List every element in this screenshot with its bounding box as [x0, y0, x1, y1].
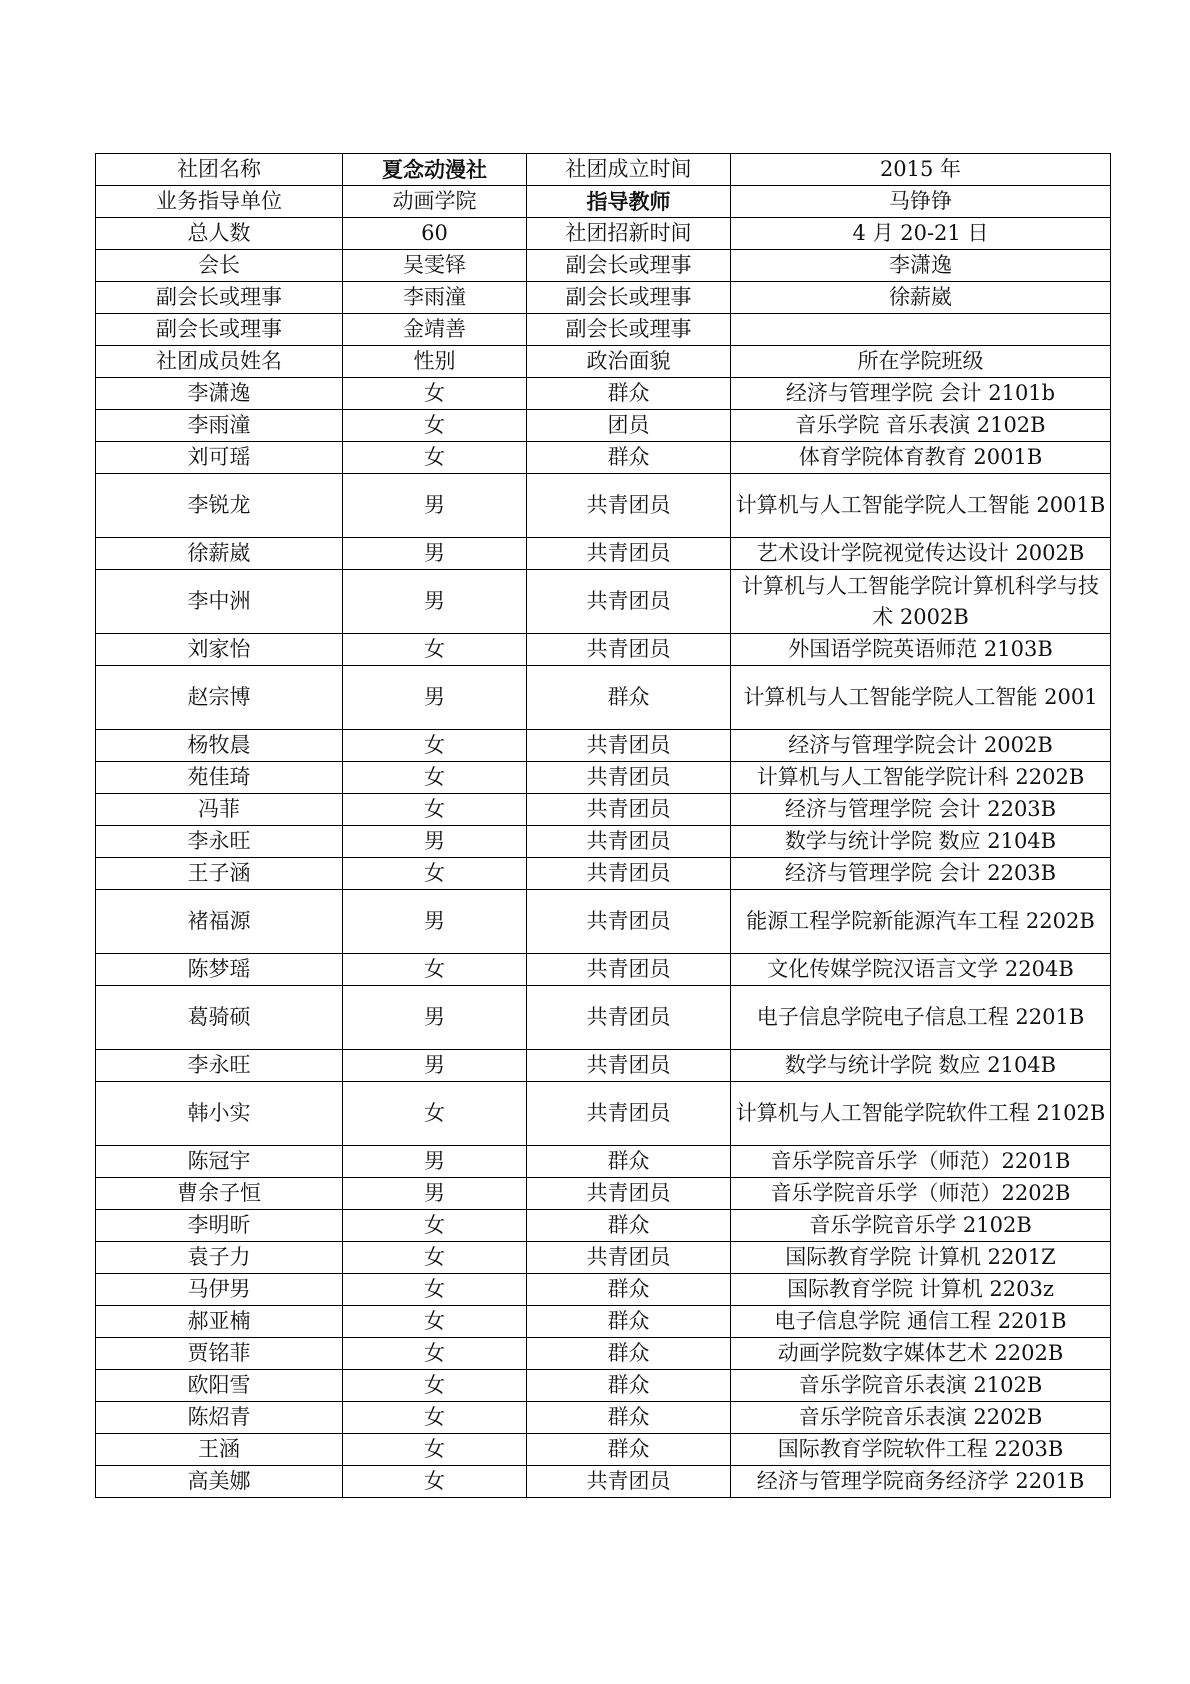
header-gender: 性别	[343, 346, 527, 378]
info-label: 社团招新时间	[527, 218, 731, 250]
member-name: 李锐龙	[96, 474, 343, 538]
member-list-section	[96, 378, 1111, 1498]
header-college-class: 所在学院班级	[731, 346, 1111, 378]
member-name: 刘可瑶	[96, 442, 343, 474]
member-political: 群众	[527, 378, 731, 410]
member-row	[96, 1210, 1111, 1242]
member-name: 杨牧晨	[96, 730, 343, 762]
member-gender: 男	[343, 538, 527, 570]
member-college-class: 外国语学院英语师范 2103B	[731, 634, 1111, 666]
member-gender: 女	[343, 378, 527, 410]
member-gender: 女	[343, 858, 527, 890]
header-political: 政治面貌	[527, 346, 731, 378]
club-info-row	[96, 154, 1111, 186]
member-name: 陈炤青	[96, 1402, 343, 1434]
member-header-section	[96, 346, 1111, 378]
member-gender: 男	[343, 986, 527, 1050]
info-value: 4 月 20-21 日	[731, 218, 1111, 250]
member-row	[96, 954, 1111, 986]
member-college-class: 动画学院数字媒体艺术 2202B	[731, 1338, 1111, 1370]
info-value: 动画学院	[343, 186, 527, 218]
member-college-class: 音乐学院音乐表演 2202B	[731, 1402, 1111, 1434]
member-college-class: 音乐学院 音乐表演 2102B	[731, 410, 1111, 442]
member-college-class: 经济与管理学院 会计 2203B	[731, 858, 1111, 890]
member-gender: 女	[343, 1306, 527, 1338]
info-value: 徐薪崴	[731, 282, 1111, 314]
member-name: 郝亚楠	[96, 1306, 343, 1338]
member-gender: 女	[343, 1082, 527, 1146]
member-political: 团员	[527, 410, 731, 442]
member-college-class: 计算机与人工智能学院人工智能 2001B	[731, 474, 1111, 538]
member-college-class: 计算机与人工智能学院计算机科学与技术 2002B	[731, 570, 1111, 634]
member-college-class: 音乐学院音乐学 2102B	[731, 1210, 1111, 1242]
club-info-section	[96, 154, 1111, 346]
info-label: 副会长或理事	[527, 250, 731, 282]
member-college-class: 电子信息学院电子信息工程 2201B	[731, 986, 1111, 1050]
member-row	[96, 410, 1111, 442]
member-political: 群众	[527, 1434, 731, 1466]
member-political: 群众	[527, 1146, 731, 1178]
club-info-row	[96, 250, 1111, 282]
member-political: 共青团员	[527, 634, 731, 666]
member-row	[96, 794, 1111, 826]
member-gender: 女	[343, 1466, 527, 1498]
member-row	[96, 1242, 1111, 1274]
member-political: 共青团员	[527, 538, 731, 570]
info-label: 副会长或理事	[527, 282, 731, 314]
member-political: 共青团员	[527, 954, 731, 986]
member-gender: 女	[343, 1274, 527, 1306]
member-name: 韩小实	[96, 1082, 343, 1146]
member-name: 褚福源	[96, 890, 343, 954]
member-row	[96, 1178, 1111, 1210]
member-row	[96, 986, 1111, 1050]
member-college-class: 计算机与人工智能学院软件工程 2102B	[731, 1082, 1111, 1146]
member-political: 群众	[527, 1210, 731, 1242]
member-name: 袁子力	[96, 1242, 343, 1274]
club-info-row	[96, 186, 1111, 218]
member-row	[96, 1402, 1111, 1434]
member-political: 共青团员	[527, 826, 731, 858]
member-political: 群众	[527, 1338, 731, 1370]
member-name: 李潇逸	[96, 378, 343, 410]
member-row	[96, 666, 1111, 730]
member-college-class: 经济与管理学院商务经济学 2201B	[731, 1466, 1111, 1498]
member-college-class: 文化传媒学院汉语言文学 2204B	[731, 954, 1111, 986]
member-college-class: 国际教育学院 计算机 2203z	[731, 1274, 1111, 1306]
member-name: 陈梦瑶	[96, 954, 343, 986]
member-name: 葛骑硕	[96, 986, 343, 1050]
info-value: 60	[343, 218, 527, 250]
member-gender: 女	[343, 410, 527, 442]
member-row	[96, 858, 1111, 890]
info-label: 总人数	[96, 218, 343, 250]
member-college-class: 电子信息学院 通信工程 2201B	[731, 1306, 1111, 1338]
member-name: 王子涵	[96, 858, 343, 890]
header-name: 社团成员姓名	[96, 346, 343, 378]
member-name: 李永旺	[96, 1050, 343, 1082]
member-row	[96, 1466, 1111, 1498]
info-value: 李雨潼	[343, 282, 527, 314]
club-info-row	[96, 218, 1111, 250]
member-gender: 女	[343, 1402, 527, 1434]
club-info-row	[96, 282, 1111, 314]
member-political: 共青团员	[527, 858, 731, 890]
info-value: 金靖善	[343, 314, 527, 346]
member-gender: 女	[343, 634, 527, 666]
member-name: 李中洲	[96, 570, 343, 634]
member-name: 徐薪崴	[96, 538, 343, 570]
member-row	[96, 1146, 1111, 1178]
member-gender: 女	[343, 442, 527, 474]
club-roster-sheet	[95, 153, 1110, 1498]
member-political: 群众	[527, 1402, 731, 1434]
info-label: 社团成立时间	[527, 154, 731, 186]
member-name: 李雨潼	[96, 410, 343, 442]
info-label: 副会长或理事	[96, 314, 343, 346]
member-row	[96, 826, 1111, 858]
member-row	[96, 1082, 1111, 1146]
member-political: 共青团员	[527, 762, 731, 794]
info-label: 副会长或理事	[96, 282, 343, 314]
member-row	[96, 1274, 1111, 1306]
member-college-class: 国际教育学院软件工程 2203B	[731, 1434, 1111, 1466]
info-label: 业务指导单位	[96, 186, 343, 218]
info-value	[731, 314, 1111, 346]
member-row	[96, 1050, 1111, 1082]
member-gender: 男	[343, 1050, 527, 1082]
member-political: 共青团员	[527, 986, 731, 1050]
member-row	[96, 378, 1111, 410]
member-name: 苑佳琦	[96, 762, 343, 794]
member-row	[96, 762, 1111, 794]
member-college-class: 计算机与人工智能学院计科 2202B	[731, 762, 1111, 794]
member-college-class: 音乐学院音乐学（师范）2201B	[731, 1146, 1111, 1178]
member-political: 共青团员	[527, 1242, 731, 1274]
member-row	[96, 474, 1111, 538]
member-row	[96, 1338, 1111, 1370]
member-name: 刘家怡	[96, 634, 343, 666]
member-college-class: 经济与管理学院会计 2002B	[731, 730, 1111, 762]
member-name: 马伊男	[96, 1274, 343, 1306]
member-political: 共青团员	[527, 1178, 731, 1210]
member-political: 共青团员	[527, 570, 731, 634]
member-gender: 女	[343, 730, 527, 762]
info-value: 吴雯铎	[343, 250, 527, 282]
club-roster-table	[95, 153, 1111, 1498]
member-political: 群众	[527, 442, 731, 474]
member-political: 共青团员	[527, 730, 731, 762]
member-row	[96, 442, 1111, 474]
member-political: 群众	[527, 1274, 731, 1306]
member-gender: 男	[343, 890, 527, 954]
member-gender: 男	[343, 474, 527, 538]
member-name: 贾铭菲	[96, 1338, 343, 1370]
member-header-row	[96, 346, 1111, 378]
member-name: 曹余子恒	[96, 1178, 343, 1210]
member-gender: 女	[343, 1370, 527, 1402]
member-political: 群众	[527, 666, 731, 730]
info-value: 夏念动漫社	[343, 154, 527, 186]
info-value: 2015 年	[731, 154, 1111, 186]
member-college-class: 艺术设计学院视觉传达设计 2002B	[731, 538, 1111, 570]
member-gender: 男	[343, 570, 527, 634]
member-name: 高美娜	[96, 1466, 343, 1498]
member-college-class: 数学与统计学院 数应 2104B	[731, 826, 1111, 858]
member-political: 共青团员	[527, 1466, 731, 1498]
member-row	[96, 634, 1111, 666]
member-gender: 女	[343, 1210, 527, 1242]
member-row	[96, 1370, 1111, 1402]
member-name: 王涵	[96, 1434, 343, 1466]
info-label: 会长	[96, 250, 343, 282]
member-political: 共青团员	[527, 794, 731, 826]
member-row	[96, 730, 1111, 762]
member-gender: 女	[343, 1338, 527, 1370]
member-name: 李明昕	[96, 1210, 343, 1242]
member-college-class: 经济与管理学院 会计 2203B	[731, 794, 1111, 826]
member-college-class: 音乐学院音乐表演 2102B	[731, 1370, 1111, 1402]
info-value: 李潇逸	[731, 250, 1111, 282]
member-name: 李永旺	[96, 826, 343, 858]
member-political: 共青团员	[527, 1082, 731, 1146]
member-gender: 男	[343, 1178, 527, 1210]
member-row	[96, 1434, 1111, 1466]
info-label: 社团名称	[96, 154, 343, 186]
club-info-row	[96, 314, 1111, 346]
member-gender: 女	[343, 954, 527, 986]
member-college-class: 经济与管理学院 会计 2101b	[731, 378, 1111, 410]
member-gender: 女	[343, 762, 527, 794]
member-college-class: 音乐学院音乐学（师范）2202B	[731, 1178, 1111, 1210]
member-gender: 女	[343, 1242, 527, 1274]
member-gender: 女	[343, 794, 527, 826]
member-college-class: 体育学院体育教育 2001B	[731, 442, 1111, 474]
member-name: 冯菲	[96, 794, 343, 826]
member-name: 陈冠宇	[96, 1146, 343, 1178]
member-college-class: 能源工程学院新能源汽车工程 2202B	[731, 890, 1111, 954]
member-gender: 女	[343, 1434, 527, 1466]
member-row	[96, 890, 1111, 954]
member-political: 群众	[527, 1306, 731, 1338]
member-name: 赵宗博	[96, 666, 343, 730]
member-political: 共青团员	[527, 1050, 731, 1082]
member-college-class: 数学与统计学院 数应 2104B	[731, 1050, 1111, 1082]
member-college-class: 国际教育学院 计算机 2201Z	[731, 1242, 1111, 1274]
member-college-class: 计算机与人工智能学院人工智能 2001	[731, 666, 1111, 730]
member-row	[96, 570, 1111, 634]
member-name: 欧阳雪	[96, 1370, 343, 1402]
info-label: 指导教师	[527, 186, 731, 218]
member-political: 群众	[527, 1370, 731, 1402]
member-row	[96, 1306, 1111, 1338]
info-label: 副会长或理事	[527, 314, 731, 346]
info-value: 马铮铮	[731, 186, 1111, 218]
member-gender: 男	[343, 1146, 527, 1178]
member-political: 共青团员	[527, 890, 731, 954]
member-gender: 男	[343, 826, 527, 858]
member-gender: 男	[343, 666, 527, 730]
member-political: 共青团员	[527, 474, 731, 538]
member-row	[96, 538, 1111, 570]
